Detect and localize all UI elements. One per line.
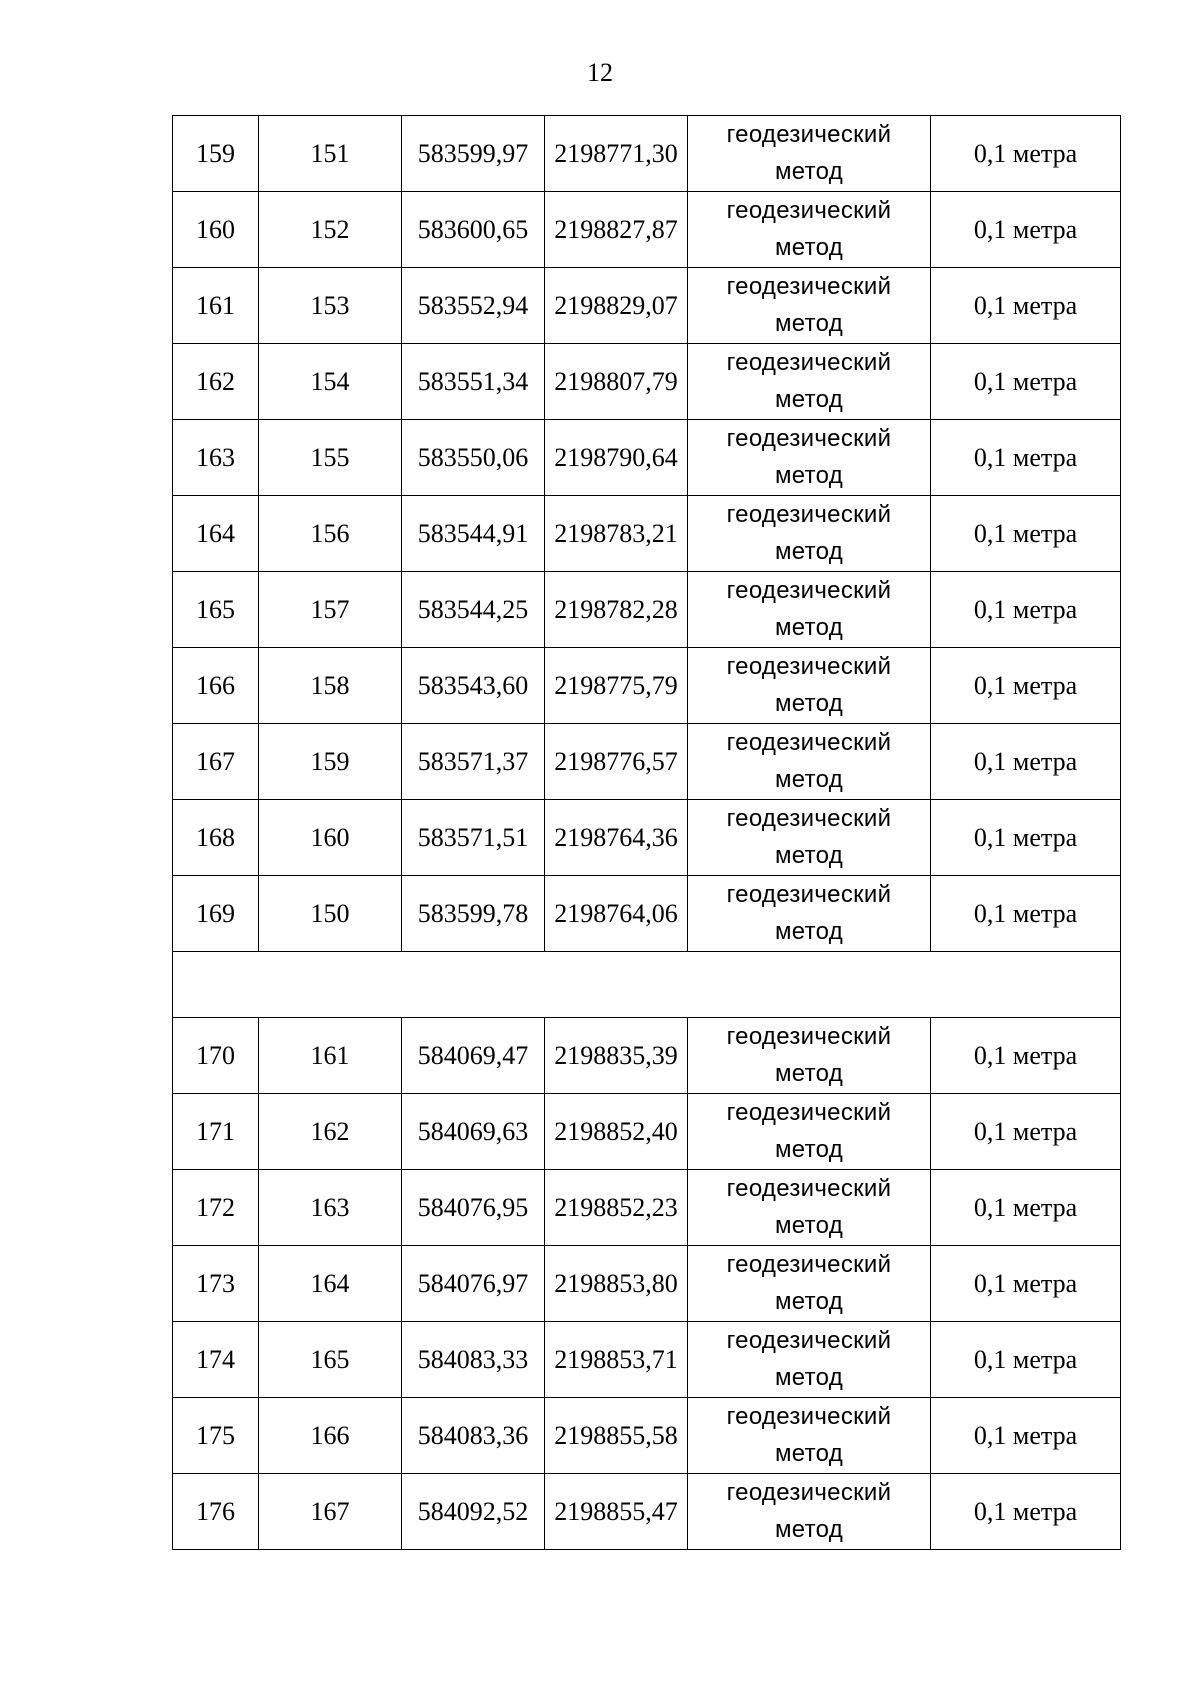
y-coordinate-cell: 2198827,87 <box>545 192 688 268</box>
x-coordinate-cell: 583544,91 <box>402 496 545 572</box>
point-number-cell: 156 <box>259 496 402 572</box>
method-line-2: метод <box>774 614 844 641</box>
table-row <box>173 800 1121 876</box>
x-coordinate-cell: 583571,51 <box>402 800 545 876</box>
method-cell <box>688 1018 931 1094</box>
x-coordinate-cell: 583552,94 <box>402 268 545 344</box>
method-line-1: геодезический <box>726 881 892 908</box>
y-coordinate-cell: 2198855,58 <box>545 1398 688 1474</box>
x-coordinate-cell: 584076,95 <box>402 1170 545 1246</box>
point-number-cell: 155 <box>259 420 402 496</box>
method-line-1: геодезический <box>726 197 892 224</box>
method-line-2: метод <box>774 1440 844 1467</box>
method-cell <box>688 1322 931 1398</box>
method-cell <box>688 724 931 800</box>
row-number-cell: 176 <box>173 1474 259 1550</box>
table-row <box>173 1246 1121 1322</box>
accuracy-cell: 0,1 метра <box>931 1246 1121 1322</box>
method-line-2: метод <box>774 1212 844 1239</box>
method-cell <box>688 1474 931 1550</box>
method-line-2: метод <box>774 766 844 793</box>
coordinates-table-body <box>173 116 1121 1550</box>
method-line-1: геодезический <box>726 1327 892 1354</box>
method-cell <box>688 420 931 496</box>
y-coordinate-cell: 2198771,30 <box>545 116 688 192</box>
row-number-cell: 167 <box>173 724 259 800</box>
accuracy-cell: 0,1 метра <box>931 1018 1121 1094</box>
table-row <box>173 1322 1121 1398</box>
table-row <box>173 192 1121 268</box>
row-number-cell: 171 <box>173 1094 259 1170</box>
y-coordinate-cell: 2198764,06 <box>545 876 688 952</box>
point-number-cell: 167 <box>259 1474 402 1550</box>
accuracy-cell: 0,1 метра <box>931 572 1121 648</box>
point-number-cell: 152 <box>259 192 402 268</box>
method-line-1: геодезический <box>726 1023 892 1050</box>
table-row <box>173 1094 1121 1170</box>
method-line-1: геодезический <box>726 577 892 604</box>
row-number-cell: 175 <box>173 1398 259 1474</box>
accuracy-cell: 0,1 метра <box>931 1094 1121 1170</box>
table-row <box>173 1398 1121 1474</box>
table-row <box>173 496 1121 572</box>
coordinates-table <box>172 115 1121 1550</box>
accuracy-cell: 0,1 метра <box>931 496 1121 572</box>
method-line-1: геодезический <box>726 729 892 756</box>
accuracy-cell: 0,1 метра <box>931 724 1121 800</box>
row-number-cell: 164 <box>173 496 259 572</box>
x-coordinate-cell: 583551,34 <box>402 344 545 420</box>
y-coordinate-cell: 2198829,07 <box>545 268 688 344</box>
accuracy-cell: 0,1 метра <box>931 1170 1121 1246</box>
x-coordinate-cell: 584083,36 <box>402 1398 545 1474</box>
accuracy-cell: 0,1 метра <box>931 116 1121 192</box>
y-coordinate-cell: 2198852,23 <box>545 1170 688 1246</box>
point-number-cell: 150 <box>259 876 402 952</box>
method-line-2: метод <box>774 1060 844 1087</box>
point-number-cell: 165 <box>259 1322 402 1398</box>
point-number-cell: 158 <box>259 648 402 724</box>
table-row <box>173 344 1121 420</box>
table-row <box>173 876 1121 952</box>
method-line-1: геодезический <box>726 1175 892 1202</box>
method-line-2: метод <box>774 1516 844 1543</box>
method-line-2: метод <box>774 918 844 945</box>
x-coordinate-cell: 584069,63 <box>402 1094 545 1170</box>
x-coordinate-cell: 583571,37 <box>402 724 545 800</box>
method-line-2: метод <box>774 1364 844 1391</box>
accuracy-cell: 0,1 метра <box>931 344 1121 420</box>
method-cell <box>688 344 931 420</box>
y-coordinate-cell: 2198835,39 <box>545 1018 688 1094</box>
table-row <box>173 1474 1121 1550</box>
method-cell <box>688 800 931 876</box>
method-line-2: метод <box>774 1288 844 1315</box>
method-line-1: геодезический <box>726 425 892 452</box>
point-number-cell: 166 <box>259 1398 402 1474</box>
table-row <box>173 1018 1121 1094</box>
method-line-2: метод <box>774 842 844 869</box>
y-coordinate-cell: 2198790,64 <box>545 420 688 496</box>
x-coordinate-cell: 583599,97 <box>402 116 545 192</box>
row-number-cell: 170 <box>173 1018 259 1094</box>
table-row <box>173 648 1121 724</box>
method-cell <box>688 268 931 344</box>
point-number-cell: 164 <box>259 1246 402 1322</box>
row-number-cell: 160 <box>173 192 259 268</box>
row-number-cell: 169 <box>173 876 259 952</box>
row-number-cell: 162 <box>173 344 259 420</box>
method-line-1: геодезический <box>726 349 892 376</box>
method-cell <box>688 648 931 724</box>
row-number-cell: 165 <box>173 572 259 648</box>
y-coordinate-cell: 2198853,80 <box>545 1246 688 1322</box>
x-coordinate-cell: 583599,78 <box>402 876 545 952</box>
method-line-2: метод <box>774 310 844 337</box>
method-line-2: метод <box>774 386 844 413</box>
accuracy-cell: 0,1 метра <box>931 1474 1121 1550</box>
x-coordinate-cell: 584092,52 <box>402 1474 545 1550</box>
x-coordinate-cell: 583550,06 <box>402 420 545 496</box>
y-coordinate-cell: 2198782,28 <box>545 572 688 648</box>
row-number-cell: 166 <box>173 648 259 724</box>
method-line-1: геодезический <box>726 805 892 832</box>
method-line-1: геодезический <box>726 653 892 680</box>
point-number-cell: 151 <box>259 116 402 192</box>
method-line-1: геодезический <box>726 121 892 148</box>
table-row <box>173 724 1121 800</box>
method-cell <box>688 1398 931 1474</box>
method-line-2: метод <box>774 538 844 565</box>
method-cell <box>688 572 931 648</box>
x-coordinate-cell: 583543,60 <box>402 648 545 724</box>
y-coordinate-cell: 2198855,47 <box>545 1474 688 1550</box>
accuracy-cell: 0,1 метра <box>931 420 1121 496</box>
method-line-2: метод <box>774 1136 844 1163</box>
point-number-cell: 154 <box>259 344 402 420</box>
point-number-cell: 160 <box>259 800 402 876</box>
accuracy-cell: 0,1 метра <box>931 876 1121 952</box>
method-line-2: метод <box>774 158 844 185</box>
row-number-cell: 163 <box>173 420 259 496</box>
y-coordinate-cell: 2198775,79 <box>545 648 688 724</box>
x-coordinate-cell: 583544,25 <box>402 572 545 648</box>
method-line-1: геодезический <box>726 273 892 300</box>
table-row <box>173 420 1121 496</box>
table-row <box>173 268 1121 344</box>
row-number-cell: 159 <box>173 116 259 192</box>
table-row <box>173 1170 1121 1246</box>
method-line-1: геодезический <box>726 501 892 528</box>
table-row <box>173 116 1121 192</box>
y-coordinate-cell: 2198807,79 <box>545 344 688 420</box>
point-number-cell: 163 <box>259 1170 402 1246</box>
point-number-cell: 157 <box>259 572 402 648</box>
point-number-cell: 161 <box>259 1018 402 1094</box>
method-line-1: геодезический <box>726 1251 892 1278</box>
method-cell <box>688 876 931 952</box>
accuracy-cell: 0,1 метра <box>931 268 1121 344</box>
accuracy-cell: 0,1 метра <box>931 192 1121 268</box>
y-coordinate-cell: 2198764,36 <box>545 800 688 876</box>
row-number-cell: 168 <box>173 800 259 876</box>
method-line-1: геодезический <box>726 1099 892 1126</box>
row-number-cell: 173 <box>173 1246 259 1322</box>
method-cell <box>688 496 931 572</box>
point-number-cell: 159 <box>259 724 402 800</box>
y-coordinate-cell: 2198853,71 <box>545 1322 688 1398</box>
method-line-2: метод <box>774 462 844 489</box>
method-cell <box>688 1094 931 1170</box>
point-number-cell: 153 <box>259 268 402 344</box>
page-number: 12 <box>587 58 613 87</box>
x-coordinate-cell: 584076,97 <box>402 1246 545 1322</box>
y-coordinate-cell: 2198783,21 <box>545 496 688 572</box>
row-number-cell: 174 <box>173 1322 259 1398</box>
method-line-2: метод <box>774 690 844 717</box>
method-line-1: геодезический <box>726 1403 892 1430</box>
y-coordinate-cell: 2198852,40 <box>545 1094 688 1170</box>
y-coordinate-cell: 2198776,57 <box>545 724 688 800</box>
row-number-cell: 161 <box>173 268 259 344</box>
x-coordinate-cell: 584083,33 <box>402 1322 545 1398</box>
accuracy-cell: 0,1 метра <box>931 648 1121 724</box>
section-separator-row <box>173 952 1121 1018</box>
method-cell <box>688 1246 931 1322</box>
x-coordinate-cell: 583600,65 <box>402 192 545 268</box>
point-number-cell: 162 <box>259 1094 402 1170</box>
table-row <box>173 572 1121 648</box>
method-line-1: геодезический <box>726 1479 892 1506</box>
accuracy-cell: 0,1 метра <box>931 1322 1121 1398</box>
method-cell <box>688 192 931 268</box>
accuracy-cell: 0,1 метра <box>931 1398 1121 1474</box>
method-line-2: метод <box>774 234 844 261</box>
accuracy-cell: 0,1 метра <box>931 800 1121 876</box>
x-coordinate-cell: 584069,47 <box>402 1018 545 1094</box>
section-separator-cell <box>173 952 1121 1018</box>
row-number-cell: 172 <box>173 1170 259 1246</box>
method-cell <box>688 116 931 192</box>
method-cell <box>688 1170 931 1246</box>
